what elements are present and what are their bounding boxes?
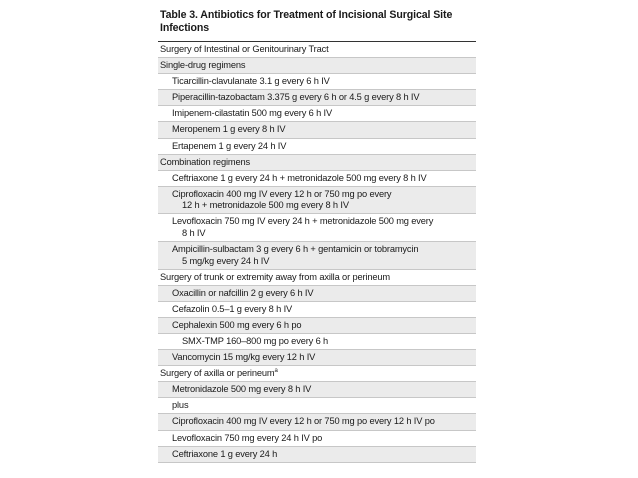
row-text: Meropenem 1 g every 8 h IV	[172, 124, 286, 135]
subsection-header-combination	[158, 155, 476, 171]
row-text: plus	[172, 400, 189, 411]
section-header-trunk-extremity	[158, 270, 476, 286]
row-text: Ertapenem 1 g every 24 h IV	[172, 140, 287, 151]
table-row	[158, 447, 476, 463]
footnote-marker: a	[274, 368, 278, 375]
row-text: Cefazolin 0.5–1 g every 8 h IV	[172, 303, 293, 314]
table-row	[158, 122, 476, 138]
row-text: Piperacillin-tazobactam 3.375 g every 6 h or 4.5 g every 8 h IV	[172, 92, 420, 103]
table-row	[158, 302, 476, 318]
table-row	[158, 414, 476, 430]
row-text: Ceftriaxone 1 g every 24 h	[172, 448, 278, 459]
row-text: Ciprofloxacin 400 mg IV every 12 h or 750 mg po every 12 h IV po	[172, 416, 435, 427]
row-text-line-1: Ciprofloxacin 400 mg IV every 12 h or 750 mg po every	[172, 188, 392, 199]
row-text-line-2: 8 h IV	[182, 227, 206, 238]
section-header-axilla-perineum	[158, 366, 476, 382]
row-text: Levofloxacin 750 mg every 24 h IV po	[172, 432, 323, 443]
table-row	[158, 90, 476, 106]
row-text-line-1: Levofloxacin 750 mg IV every 24 h + metronidazole 500 mg every	[172, 216, 434, 227]
row-text: Surgery of trunk or extremity away from axilla or perineum	[160, 271, 391, 282]
table-row	[158, 350, 476, 366]
row-text: Imipenem-cilastatin 500 mg every 6 h IV	[172, 108, 333, 119]
table-row	[158, 286, 476, 302]
table-row	[158, 171, 476, 187]
row-text: Combination regimens	[160, 156, 251, 167]
row-text-line-2: 5 mg/kg every 24 h IV	[182, 255, 270, 266]
row-text-line-2: 12 h + metronidazole 500 mg every 8 h IV	[182, 200, 349, 211]
table-title-line-2: Infections	[160, 22, 210, 34]
row-text: Vancomycin 15 mg/kg every 12 h IV	[172, 352, 316, 363]
table-row	[158, 74, 476, 90]
table-row	[158, 382, 476, 398]
section-header-intestinal-genitourinary	[158, 42, 476, 58]
row-text: Oxacillin or nafcillin 2 g every 6 h IV	[172, 287, 314, 298]
row-text: Cephalexin 500 mg every 6 h po	[172, 319, 302, 330]
row-text: Surgery of Intestinal or Genitourinary Tract	[160, 44, 329, 54]
table-row	[158, 139, 476, 155]
table-row	[158, 214, 476, 242]
subsection-header-single-drug	[158, 58, 476, 74]
table-row	[158, 318, 476, 334]
table-row	[158, 398, 476, 414]
row-text: Ceftriaxone 1 g every 24 h + metronidazole 500 mg every 8 h IV	[172, 172, 427, 183]
table-row	[158, 242, 476, 270]
row-text: Ticarcillin-clavulanate 3.1 g every 6 h IV	[172, 76, 330, 87]
table-row	[158, 187, 476, 215]
row-text: SMX-TMP 160–800 mg po every 6 h	[182, 336, 329, 346]
table-row	[158, 334, 476, 350]
table-title	[160, 9, 476, 35]
row-text-line-1: Ampicillin-sulbactam 3 g every 6 h + gentamicin or tobramycin	[172, 244, 419, 255]
row-text: Surgery of axilla or perineum	[160, 368, 275, 379]
table-title-line-1: Table 3. Antibiotics for Treatment of Incisional Surgical Site	[160, 9, 453, 21]
row-text: Metronidazole 500 mg every 8 h IV	[172, 384, 312, 395]
table-row	[158, 106, 476, 122]
table-row	[158, 431, 476, 447]
row-text: Single-drug regimens	[160, 60, 246, 71]
antibiotics-table	[158, 9, 476, 463]
